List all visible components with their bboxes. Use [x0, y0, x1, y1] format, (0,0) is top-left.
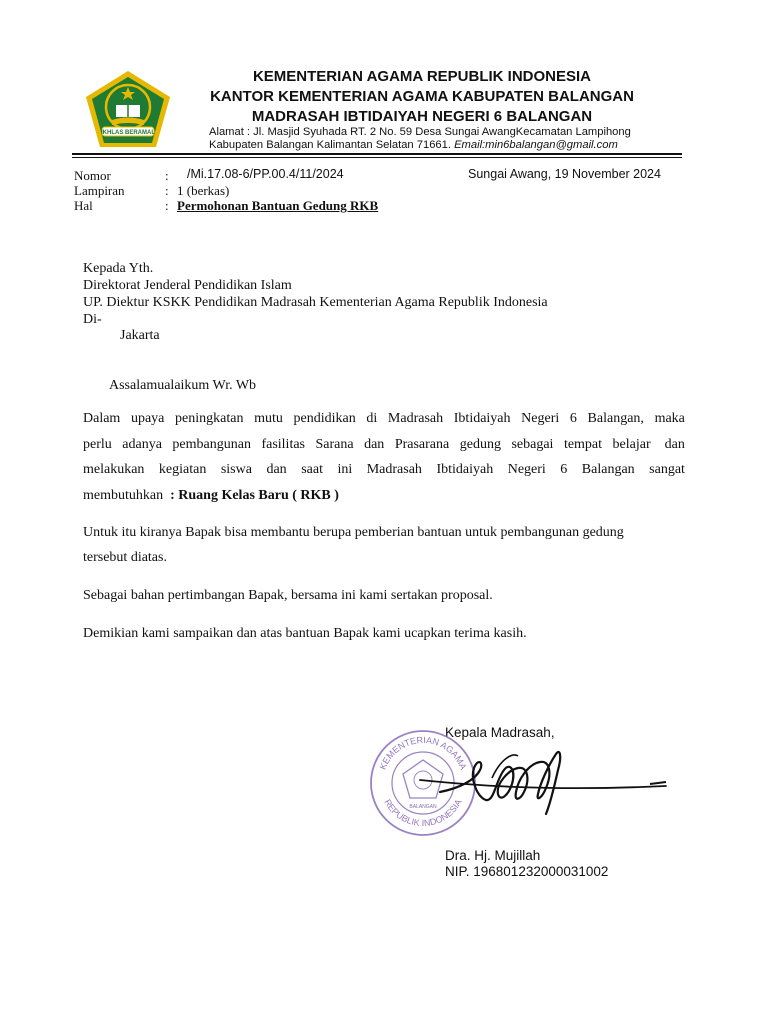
recipient-salutation: Kepada Yth. — [83, 261, 154, 276]
paragraph-word: peningkatan — [175, 411, 244, 426]
stamp-inner-text: BALANGAN — [409, 804, 437, 810]
paragraph-word: dan — [664, 437, 685, 452]
hal-colon: : — [165, 198, 169, 213]
paragraph-word: di — [366, 411, 378, 426]
handwritten-signature — [400, 740, 670, 830]
letterhead-school: MADRASAH IBTIDAIYAH NEGERI 6 BALANGAN — [251, 108, 593, 125]
paragraph-word: Dalam — [83, 411, 121, 426]
paragraph-word: Madrasah — [366, 462, 422, 477]
paragraph-3: Sebagai bahan pertimbangan Bapak, bersama ini kami sertakan proposal. — [83, 588, 493, 603]
paragraph-word: maka — [654, 411, 685, 426]
paragraph-word: Ibtidaiyah — [436, 462, 494, 477]
stamp-top-text: KEMENTERIAN AGAMA — [377, 734, 469, 772]
paragraph-word: sangat — [649, 462, 685, 477]
recipient-directorate: Direktorat Jenderal Pendidikan Islam — [83, 278, 292, 293]
paragraph-word: melakukan — [83, 462, 145, 477]
paragraph-word: dan — [364, 437, 385, 452]
letterhead-office: KANTOR KEMENTERIAN AGAMA KABUPATEN BALANGAN — [210, 88, 634, 105]
letterhead-ministry: KEMENTERIAN AGAMA REPUBLIK INDONESIA — [252, 68, 592, 85]
hal-subject: Permohonan Bantuan Gedung RKB — [177, 198, 379, 213]
letterhead-address-text: Kabupaten Balangan Kalimantan Selatan 71661. — [209, 139, 455, 151]
paragraph-4: Demikian kami sampaikan dan atas bantuan Bapak kami ucapkan terima kasih. — [83, 626, 527, 641]
paragraph-word: Negeri — [507, 462, 546, 477]
paragraph-word: 6 — [569, 411, 577, 426]
recipient-attention: UP. Diektur KSKK Pendidikan Madrasah Kementerian Agama Republik Indonesia — [83, 295, 548, 310]
paragraph-word: upaya — [130, 411, 165, 426]
paragraph-word: gedung — [459, 437, 501, 452]
lampiran-colon: : — [165, 183, 169, 198]
paragraph-word: Sarana — [315, 437, 354, 452]
nomor-colon: : — [165, 168, 169, 183]
paragraph-1-line-3 — [83, 462, 685, 478]
signatory-nip: NIP. 196801232000031002 — [445, 864, 609, 879]
paragraph-word: Prasarana — [394, 437, 450, 452]
nomor-value: /Mi.17.08-6/PP.00.4/11/2024 — [187, 167, 344, 181]
paragraph-word: Balangan — [581, 462, 635, 477]
paragraph-word: Negeri — [521, 411, 560, 426]
paragraph-word: kegiatan — [158, 462, 207, 477]
paragraph-word: saat — [301, 462, 323, 477]
paragraph-2-line-1: Untuk itu kiranya Bapak bisa membantu berupa pemberian bantuan untuk pembangunan gedung — [83, 525, 624, 540]
greeting: Assalamualaikum Wr. Wb — [109, 378, 257, 393]
paragraph-1-line-2 — [83, 437, 685, 453]
paragraph-word: Balangan, — [587, 411, 644, 426]
paragraph-word: pendidikan — [293, 411, 356, 426]
lampiran-value: 1 (berkas) — [177, 183, 230, 198]
paragraph-word: perlu — [83, 437, 112, 452]
paragraph-1-need-item: : Ruang Kelas Baru ( RKB ) — [163, 488, 339, 503]
paragraph-word: pembangunan — [172, 437, 251, 452]
signatory-name: Dra. Hj. Mujillah — [445, 848, 541, 863]
paragraph-2-line-2: tersebut diatas. — [83, 550, 167, 565]
paragraph-word: dan — [266, 462, 287, 477]
ministry-logo — [80, 67, 176, 153]
paragraph-word: Ibtidaiyah — [453, 411, 511, 426]
recipient-di: Di- — [83, 312, 102, 327]
paragraph-word: mutu — [254, 411, 283, 426]
paragraph-word: adanya — [122, 437, 162, 452]
paragraph-1-line-4 — [83, 488, 339, 504]
letterhead-rule-thick — [72, 153, 682, 155]
place-date: Sungai Awang, 19 November 2024 — [468, 167, 661, 181]
paragraph-word: belajar — [612, 437, 655, 452]
paragraph-word: sebagai — [511, 437, 554, 452]
hal-label: Hal — [74, 198, 93, 213]
paragraph-word: ini — [337, 462, 353, 477]
paragraph-1-line-1 — [83, 411, 685, 427]
recipient-city: Jakarta — [120, 328, 160, 343]
paragraph-word: siswa — [220, 462, 252, 477]
paragraph-word: fasilitas — [261, 437, 305, 452]
nomor-label: Nomor — [74, 168, 111, 183]
letterhead-rule-thin — [72, 157, 682, 158]
logo-motto: IKHLAS BERAMAL — [101, 130, 155, 136]
signature-title: Kepala Madrasah, — [445, 725, 555, 740]
stamp-bottom-text: REPUBLIK INDONESIA — [382, 797, 464, 829]
letterhead-address-line1: Alamat : Jl. Masjid Syuhada RT. 2 No. 59 Desa Sungai AwangKecamatan Lampihong — [209, 126, 631, 138]
paragraph-1-need-lead: membutuhkan — [83, 488, 164, 503]
paragraph-word: tempat — [563, 437, 603, 452]
letterhead-email: Email:min6balangan@gmail.com — [454, 139, 618, 151]
letterhead-address-line2 — [209, 139, 618, 151]
lampiran-label: Lampiran — [74, 183, 125, 198]
paragraph-word: Madrasah — [387, 411, 444, 426]
paragraph-word: 6 — [560, 462, 568, 477]
